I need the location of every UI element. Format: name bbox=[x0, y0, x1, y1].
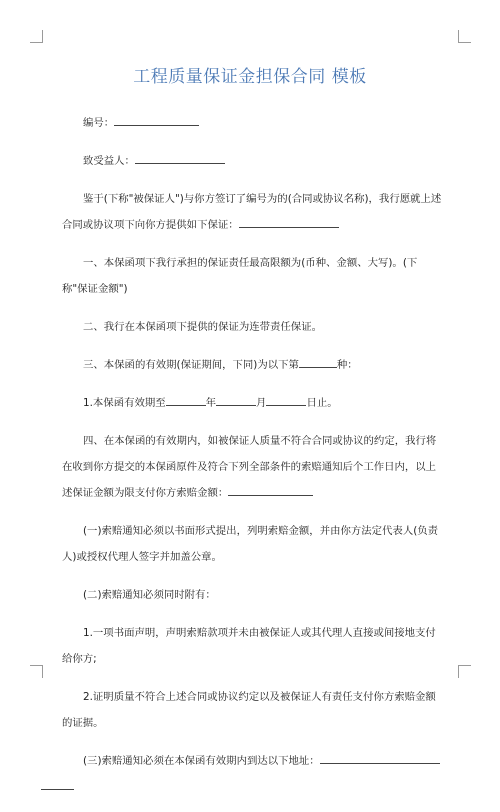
preamble-text: 鉴于(下称"被保证人")与你方签订了编号为的(合同或协议名称)，我行愿就上述合同或协议项下向你方提供如下保证： bbox=[62, 193, 442, 231]
paragraph-3 bbox=[62, 352, 442, 378]
paragraph-4 bbox=[62, 428, 442, 506]
day-blank bbox=[266, 394, 306, 406]
preamble-blank bbox=[239, 216, 339, 228]
crop-mark-bottom-right bbox=[458, 665, 471, 678]
paragraph-1: 一、本保函项下我行承担的保证责任最高限额为(币种、金额、大写)。(下称"保证金额") bbox=[62, 257, 418, 295]
number-label: 编号： bbox=[83, 117, 115, 129]
paragraph-4-2: (二)索赔通知必须同时附有： bbox=[83, 589, 216, 601]
claim-blank bbox=[228, 484, 313, 496]
crop-mark-top-right bbox=[458, 30, 471, 43]
paragraph-2: 二、我行在本保函项下提供的保证为连带责任保证。 bbox=[83, 321, 322, 333]
crop-mark-top-left bbox=[30, 30, 43, 43]
address-blank bbox=[320, 752, 440, 764]
number-blank bbox=[114, 114, 199, 126]
paragraph-4-2-2: 2.证明质量不符合上述合同或协议约定以及被保证人有责任支付你方索赔金额的证据。 bbox=[62, 691, 436, 729]
paragraph-preamble bbox=[62, 186, 442, 238]
validity-text: 三、本保函的有效期(保证期间，下同)为以下第 bbox=[83, 359, 299, 371]
address-text: (三)索赔通知必须在本保函有效期内到达以下地址： bbox=[83, 755, 320, 767]
crop-mark-bottom-left bbox=[30, 665, 43, 678]
paragraph-4-3 bbox=[62, 748, 442, 800]
beneficiary-field bbox=[62, 148, 442, 174]
month-label: 月 bbox=[256, 397, 267, 409]
validity-suffix: 种： bbox=[336, 359, 358, 371]
claim-text: 四、在本保函的有效期内，如被保证人质量不符合合同或协议的约定，我行将在收到你方提交的本保函原件及符合下列全部条件的索赔通知后个工作日内，以上述保证金额为限支付你方索赔金额： bbox=[62, 435, 437, 499]
document-title: 工程质量保证金担保合同 模板 bbox=[133, 67, 367, 87]
beneficiary-label: 致受益人： bbox=[83, 155, 135, 167]
validity-blank bbox=[299, 356, 337, 368]
year-blank bbox=[166, 394, 206, 406]
number-field bbox=[62, 110, 442, 136]
beneficiary-blank bbox=[135, 152, 225, 164]
year-label: 年 bbox=[205, 397, 217, 409]
expiry-text: 1.本保函有效期至 bbox=[83, 397, 166, 409]
month-blank bbox=[216, 394, 256, 406]
paragraph-4-2-1: 1.一项书面声明，声明索赔款项并未由被保证人或其代理人直接或间接地支付给你方; bbox=[62, 627, 436, 665]
paragraph-3-1 bbox=[62, 390, 442, 416]
paragraph-4-1: (一)索赔通知必须以书面形式提出，列明索赔金额，并由你方法定代表人(负责人)或授权代理人签字并加盖公章。 bbox=[62, 525, 439, 563]
address-blank-continued bbox=[41, 778, 74, 790]
day-label: 日止。 bbox=[306, 397, 338, 409]
